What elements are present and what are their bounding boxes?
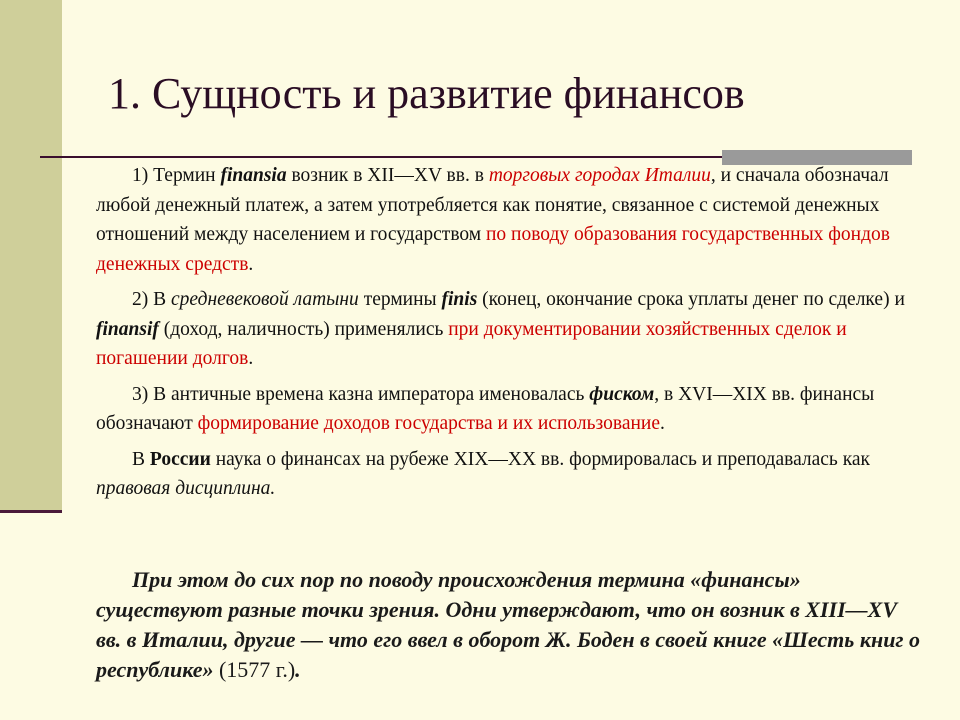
text-segment: правовая дисциплина. (96, 478, 276, 499)
text-segment: при документировании хозяйственных сделок и погашении долгов (96, 318, 847, 369)
text-segment: наука о финансах на рубеже XIX—XX вв. формировалась и преподавалась как (210, 448, 871, 470)
text-segment: finansif (96, 318, 159, 340)
bottom-paragraph (96, 565, 926, 685)
text-segment: finis (441, 289, 478, 310)
bottom-note (96, 565, 926, 685)
side-decor-bar (0, 0, 62, 512)
slide-title: 1. Сущность и развитие финансов (108, 69, 745, 118)
text-segment: В (132, 448, 150, 470)
bottom-end: . (295, 657, 301, 682)
text-segment: термины (358, 289, 442, 310)
paragraph-4 (96, 445, 926, 504)
text-segment: фиском (589, 383, 655, 405)
text-segment: возник в XII—XV вв. в (286, 165, 489, 186)
text-segment: finansia (220, 165, 287, 186)
paragraph-2 (96, 285, 926, 374)
paragraph-1 (96, 161, 926, 279)
text-segment: средневековой латыни (171, 289, 359, 310)
text-segment: . (248, 253, 254, 275)
text-segment: (конец, окончание срока уплаты денег по сделке) и (477, 289, 905, 310)
text-segment: , и сначала обозначал любой денежный платеж, а затем употребляется как понятие, связанное с системой денежных отношений между населением и государством (96, 165, 889, 245)
text-segment: формирование доходов государства и их использование (197, 413, 661, 434)
paragraph-3 (96, 380, 926, 439)
text-segment: России (149, 448, 211, 470)
text-segment: . (660, 413, 665, 434)
bottom-text: При этом до сих пор по поводу происхождения термина «финансы» существуют разные точки зрения. Одни утверждают, что он возник в XIII—XV вв. в Италии, другие — что его ввел в оборот Ж. Боден в своей книге «Шесть книг о республике» (96, 567, 921, 682)
side-decor-bar-edge (0, 510, 62, 513)
text-segment: . (248, 348, 254, 369)
text-segment: , в XVI—XIX вв. финансы обозначают (96, 383, 875, 434)
text-segment: торговых городах Италии (488, 165, 711, 186)
slide-body (96, 161, 926, 510)
text-segment: 1) Термин (132, 165, 221, 186)
text-segment: 3) В античные времена казна императора именовалась (132, 383, 590, 405)
bottom-year: (1577 г.) (218, 657, 296, 682)
text-segment: по поводу образования государственных фондов денежных средств (96, 224, 890, 275)
text-segment: (доход, наличность) применялись (158, 318, 449, 340)
text-segment: 2) В (132, 289, 171, 310)
